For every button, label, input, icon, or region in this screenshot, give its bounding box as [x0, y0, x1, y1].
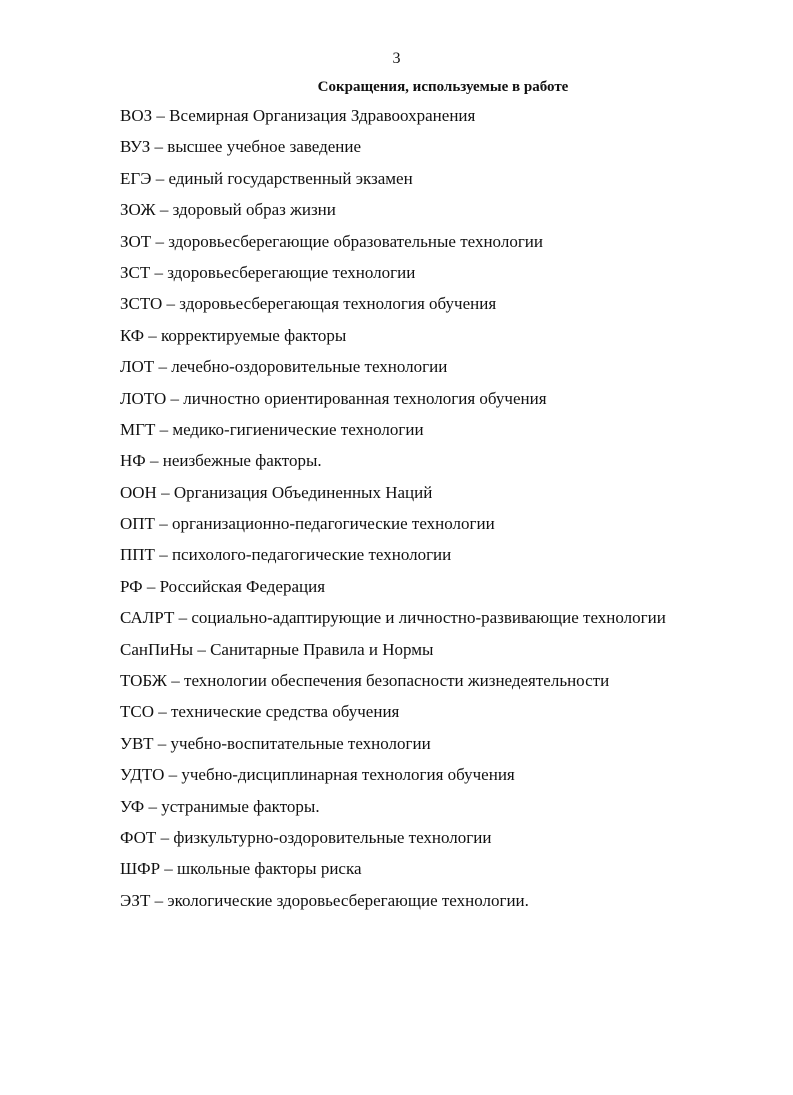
abbreviation-term: ШФР	[120, 859, 161, 879]
abbreviation-dash: –	[156, 827, 174, 847]
list-item	[120, 104, 780, 135]
list-item	[120, 575, 780, 606]
abbreviation-definition: здоровый образ жизни	[172, 200, 336, 220]
abbreviation-dash: –	[164, 765, 182, 785]
list-item	[120, 167, 780, 198]
list-item	[120, 418, 780, 449]
abbreviation-term: ЕГЭ	[120, 168, 152, 188]
abbreviation-term: КФ	[120, 325, 145, 345]
abbreviation-term: ЗСТО	[120, 294, 163, 314]
abbreviation-definition: здоровьесберегающие технологии	[167, 262, 416, 282]
page-number: 3	[392, 50, 401, 67]
list-item	[120, 732, 780, 763]
abbreviation-term: УДТО	[120, 765, 165, 785]
abbreviation-dash: –	[142, 576, 160, 596]
abbreviation-dash: –	[154, 702, 171, 722]
list-item	[120, 638, 780, 669]
abbreviation-term: ЭЗТ	[120, 890, 151, 910]
abbreviation-definition: неизбежные факторы.	[162, 451, 322, 471]
abbreviation-dash: –	[144, 325, 162, 345]
list-item	[120, 700, 780, 731]
abbreviation-term: ЗОЖ	[120, 200, 156, 220]
abbreviation-definition: высшее учебное заведение	[167, 137, 362, 157]
abbreviation-definition: здоровьесберегающие образовательные технологии	[168, 231, 543, 251]
abbreviation-term: ЗОТ	[120, 231, 152, 251]
abbreviation-dash: –	[150, 262, 168, 282]
list-item	[120, 261, 780, 292]
abbreviation-dash: –	[144, 796, 162, 816]
list-item	[120, 763, 780, 794]
list-item	[120, 481, 780, 512]
abbreviation-definition: медико-гигиенические технологии	[172, 419, 424, 439]
list-item	[120, 324, 780, 355]
page-title: Сокращения, используемые в работе	[317, 79, 569, 95]
abbreviation-dash: –	[166, 388, 184, 408]
list-item	[120, 889, 780, 920]
list-item	[120, 355, 780, 386]
abbreviation-definition: психолого-педагогические технологии	[171, 545, 452, 565]
abbreviation-term: УФ	[120, 796, 145, 816]
abbreviation-definition: здоровьесберегающая технология обучения	[179, 294, 497, 314]
list-item	[120, 198, 780, 229]
abbreviation-definition: технические средства обучения	[171, 702, 400, 722]
list-item	[120, 387, 780, 418]
abbreviation-definition: корректируемые факторы	[161, 325, 347, 345]
abbreviation-definition: экологические здоровьесберегающие технологии.	[167, 890, 529, 910]
abbreviation-definition: личностно ориентированная технология обучения	[183, 388, 547, 408]
abbreviation-term: РФ	[120, 576, 143, 596]
abbreviation-term: САЛРТ	[120, 608, 175, 628]
abbreviation-dash: –	[154, 514, 172, 534]
abbreviation-definition: устранимые факторы.	[161, 796, 320, 816]
abbreviation-term: МГТ	[120, 419, 156, 439]
list-item	[120, 135, 780, 166]
abbreviation-term: ЛОТ	[120, 357, 155, 377]
abbreviation-definition: технологии обеспечения безопасности жизнедеятельности	[184, 671, 610, 691]
abbreviation-dash: –	[151, 231, 169, 251]
abbreviation-dash: –	[174, 608, 192, 628]
list-item	[120, 512, 780, 543]
list-item	[120, 543, 780, 574]
abbreviation-definition: социально-адаптирующие и личностно-развивающие технологии	[191, 608, 666, 628]
abbreviation-definition: Российская Федерация	[159, 576, 326, 596]
abbreviation-term: ОПТ	[120, 514, 155, 534]
list-item	[120, 230, 780, 261]
abbreviation-dash: –	[193, 639, 211, 659]
abbreviation-term: ТОБЖ	[120, 671, 168, 691]
abbreviation-term: ППТ	[120, 545, 155, 565]
abbreviation-definition: школьные факторы риска	[177, 859, 362, 879]
abbreviation-dash: –	[156, 482, 174, 502]
list-item	[120, 606, 780, 637]
abbreviation-definition: учебно-воспитательные технологии	[170, 733, 431, 753]
list-item	[120, 449, 780, 480]
abbreviation-term: УВТ	[120, 733, 154, 753]
list-item	[120, 857, 780, 888]
list-item	[120, 669, 780, 700]
abbreviation-dash: –	[160, 859, 178, 879]
abbreviation-dash: –	[154, 357, 172, 377]
abbreviation-dash: –	[154, 545, 172, 565]
abbreviation-dash: –	[145, 451, 163, 471]
abbreviation-dash: –	[150, 890, 168, 910]
abbreviation-dash: –	[152, 106, 170, 125]
abbreviation-dash: –	[155, 200, 173, 220]
abbreviation-definition: организационно-педагогические технологии	[171, 514, 495, 534]
abbreviation-dash: –	[155, 419, 173, 439]
abbreviation-dash: –	[167, 671, 185, 691]
abbreviation-dash: –	[153, 733, 171, 753]
list-item	[120, 292, 780, 323]
abbreviation-definition: учебно-дисциплинарная технология обучения	[181, 765, 515, 785]
list-item	[120, 795, 780, 826]
abbreviation-term: ЗСТ	[120, 262, 151, 282]
abbreviation-term: ООН	[120, 482, 157, 502]
abbreviation-term: НФ	[120, 451, 146, 471]
abbreviation-term: ТСО	[120, 702, 154, 722]
abbreviation-list	[120, 104, 780, 920]
abbreviation-definition: Всемирная Организация Здравоохранения	[169, 106, 476, 125]
abbreviation-definition: Санитарные Правила и Нормы	[210, 639, 434, 659]
abbreviation-term: ФОТ	[120, 827, 157, 847]
abbreviation-dash: –	[162, 294, 180, 314]
abbreviation-term: ЛОТО	[120, 388, 167, 408]
abbreviation-term: ВУЗ	[120, 137, 151, 157]
abbreviation-definition: физкультурно-оздоровительные технологии	[173, 827, 492, 847]
abbreviation-term: ВОЗ	[120, 106, 153, 125]
abbreviation-term: СанПиНы	[120, 639, 194, 659]
abbreviation-dash: –	[151, 168, 169, 188]
abbreviation-definition: Организация Объединенных Наций	[173, 482, 433, 502]
abbreviation-definition: единый государственный экзамен	[168, 168, 413, 188]
abbreviation-definition: лечебно-оздоровительные технологии	[171, 357, 448, 377]
list-item	[120, 826, 780, 857]
abbreviation-dash: –	[150, 137, 168, 157]
